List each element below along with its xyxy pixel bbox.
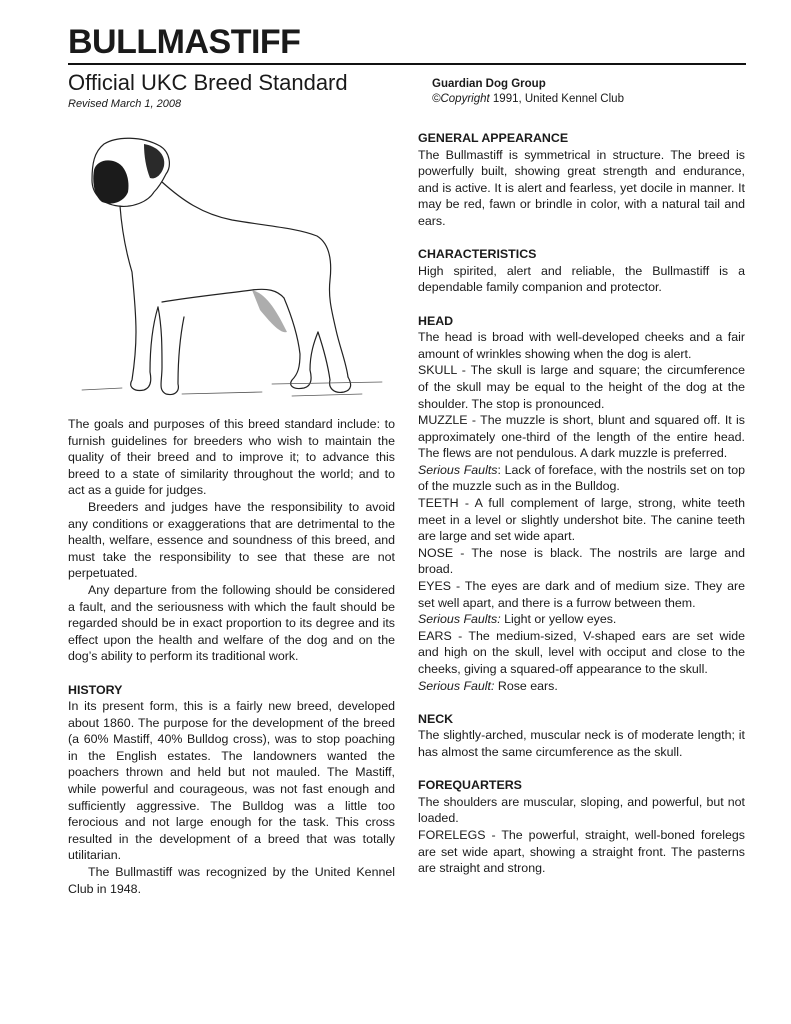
- copyright-text: 1991, United Kennel Club: [489, 93, 624, 105]
- copyright-label: ©Copyright: [432, 93, 490, 105]
- general-appearance-text: The Bullmastiff is symmetrical in structure. The breed is powerfully built, showing great strength and endurance, and is active. It is alert and fearless, yet docile in manner. It may be red, fawn or brindle in color, with a natural tail and ears.: [418, 147, 745, 228]
- characteristics-text: High spirited, alert and reliable, the Bullmastiff is a dependable family companion and protector.: [418, 263, 745, 295]
- revision-date: Revised March 1, 2008: [68, 98, 182, 110]
- neck-text: The slightly-arched, muscular neck is of moderate length; it has almost the same circumference as the skull.: [418, 728, 745, 759]
- dog-mask: [93, 160, 128, 203]
- dog-ear: [144, 144, 164, 178]
- general-appearance-heading: GENERAL APPEARANCE: [418, 131, 569, 145]
- document-subtitle: Official UKC Breed Standard: [68, 70, 348, 95]
- breed-group: Guardian Dog Group: [432, 78, 546, 90]
- eyes-fault-text: Light or yellow eyes.: [500, 612, 617, 627]
- dog-body-outline: [162, 182, 348, 377]
- title-rule: [68, 63, 746, 65]
- muzzle-fault: [418, 462, 745, 495]
- teeth-text: TEETH - A full complement of large, strong, white teeth meet in a level or slightly undershot bite. The canine teeth are large and set wide apart.: [418, 496, 745, 544]
- intro-paragraph-2: Breeders and judges have the responsibility to avoid any conditions or exaggerations that are detrimental to the health, welfare, essence and soundness of this breed, and must take the responsibility to see that these are not perpetuated.: [68, 499, 395, 581]
- nose-text: NOSE - The nose is black. The nostrils are large and broad.: [418, 545, 745, 577]
- eyes-fault: [418, 611, 745, 628]
- ears-fault: [418, 678, 745, 695]
- characteristics-heading: CHARACTERISTICS: [418, 247, 537, 262]
- right-column: [418, 130, 745, 877]
- muzzle-fault-text: : Lack of foreface, with the nostrils set on top of the muzzle such as in the Bulldog.: [418, 462, 746, 494]
- dog-front-leg: [158, 307, 184, 395]
- history-heading: HISTORY: [68, 682, 123, 697]
- history-paragraph-1: In its present form, this is a fairly new breed, developed about 1860. The purpose for the development of the breed (a 60% Mastiff, 40% Bulldog cross), was to stop poaching in the English estates. The landowners wanted the poachers thrown and held but not mauled. The Mastiff, while powerful and courageous, was not fast enough and sufficiently aggressive. The Bulldog was a little too ferocious and not large enough for the task. This cross resulted in the development of a breed that was totally utilitarian.: [68, 699, 395, 863]
- ears-text: EARS - The medium-sized, V-shaped ears are set wide and high on the skull, level with occiput and close to the cheeks, giving a squared-off appearance to the skull.: [418, 628, 745, 676]
- ground-lines: [82, 382, 382, 396]
- intro-paragraph-1: The goals and purposes of this breed standard include: to furnish guidelines for breeders who wish to maintain the quality of their breed and to improve it; to advance this breed to a state of similarity throughout the world; and to act as a guide for judges.: [68, 417, 395, 498]
- dog-chest-outline: [120, 206, 158, 390]
- muzzle-text: MUZZLE - The muzzle is short, blunt and squared off. It is approximately one-third of the length of the entire head. The flews are not pendulous. A dark muzzle is preferred.: [418, 413, 745, 461]
- skull-text: SKULL - The skull is large and square; the circumference of the skull may be equal to the height of the dog at the shoulder. The stop is pronounced.: [418, 363, 745, 411]
- head-text: The head is broad with well-developed cheeks and a fair amount of wrinkles showing when the dog is alert.: [418, 330, 745, 361]
- copyright-notice: [432, 92, 624, 107]
- muzzle-fault-label: Serious Faults: [418, 462, 498, 477]
- bullmastiff-illustration: [62, 122, 402, 410]
- left-column: [68, 416, 395, 897]
- history-paragraph-2: The Bullmastiff was recognized by the United Kennel Club in 1948.: [68, 865, 395, 896]
- intro-paragraph-3: Any departure from the following should be considered a fault, and the seriousness with which the fault should be regarded should be in exact proportion to its degree and its effect upon the health and welfare of the dog and on the dog’s ability to perform its traditional work.: [68, 582, 395, 664]
- eyes-fault-label: Serious Faults:: [418, 612, 501, 627]
- neck-heading: NECK: [418, 711, 454, 726]
- forequarters-heading: FOREQUARTERS: [418, 778, 522, 793]
- forelegs-text: FORELEGS - The powerful, straight, well-boned forelegs are set wide apart, showing a straight front. The pasterns are straight and strong.: [418, 827, 745, 876]
- dog-hind-leg: [284, 298, 318, 389]
- eyes-text: EYES - The eyes are dark and of medium size. They are set well apart, and there is a furrow between them.: [418, 579, 745, 610]
- ears-fault-text: Rose ears.: [494, 678, 558, 693]
- forequarters-text: The shoulders are muscular, sloping, and powerful, but not loaded.: [418, 794, 745, 826]
- ears-fault-label: Serious Fault:: [418, 678, 495, 693]
- document-title: BULLMASTIFF: [68, 23, 301, 61]
- head-heading: HEAD: [418, 313, 454, 328]
